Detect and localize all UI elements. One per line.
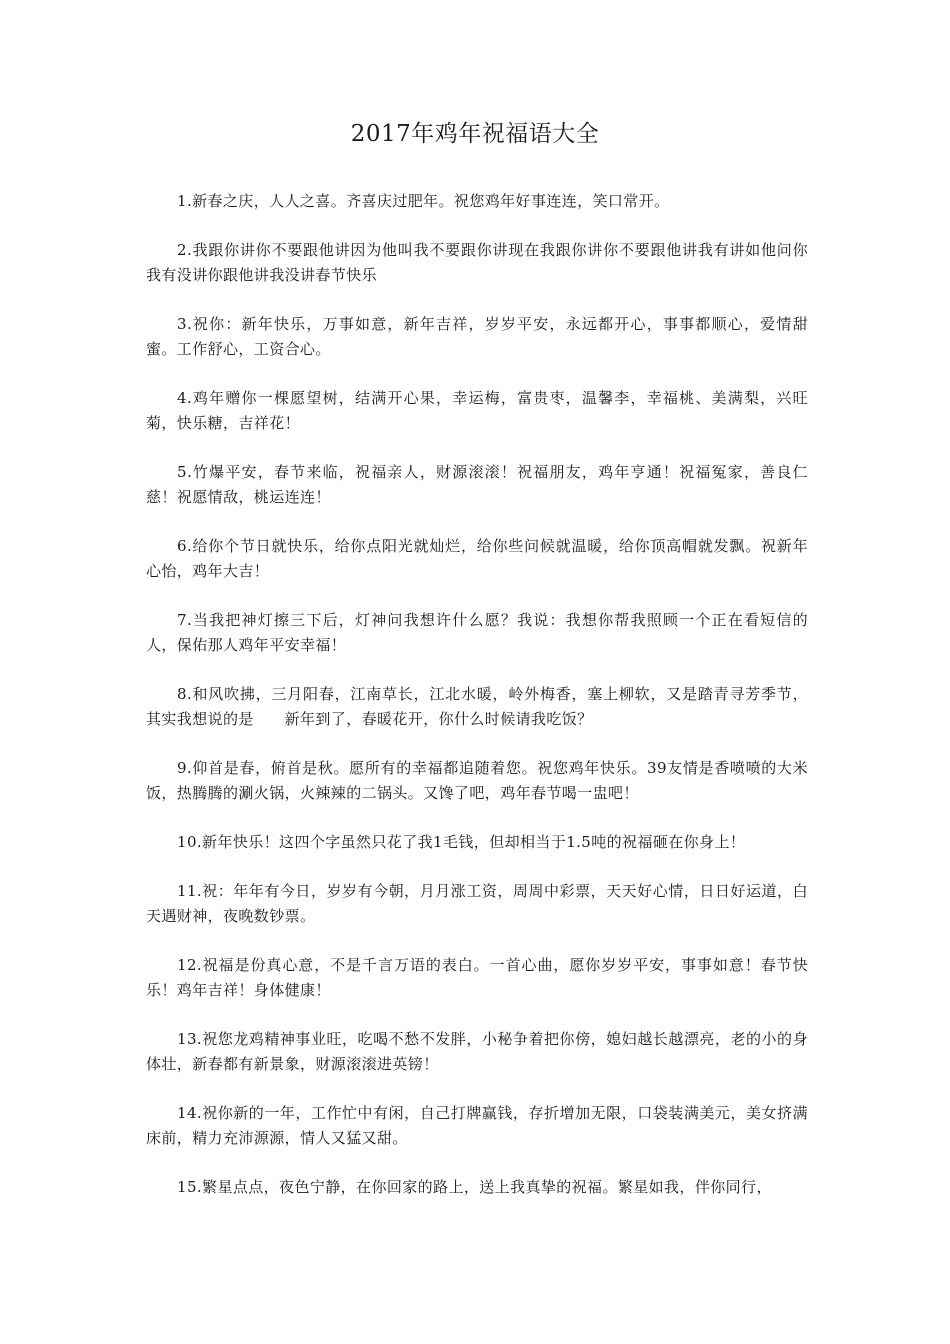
- greeting-paragraph: 8.和风吹拂，三月阳春，江南草长，江北水暖，岭外梅香，塞上柳软，又是踏青寻芳季节，其实我想说的是 新年到了，春暖花开，你什么时候请我吃饭？: [146, 685, 808, 728]
- greeting-paragraph: 11.祝：年年有今日，岁岁有今朝，月月涨工资，周周中彩票，天天好心情，日日好运道，白天遇财神，夜晚数钞票。: [146, 882, 808, 925]
- greeting-paragraph: 14.祝你新的一年，工作忙中有闲，自己打牌赢钱，存折增加无限，口袋装满美元，美女挤满床前，精力充沛源源，情人又猛又甜。: [146, 1104, 808, 1147]
- document-body: [146, 189, 808, 1224]
- greeting-paragraph: 13.祝您龙鸡精神事业旺，吃喝不愁不发胖，小秘争着把你傍，媳妇越长越漂亮，老的小的身体壮，新春都有新景象，财源滚滚进英镑！: [146, 1030, 808, 1073]
- greeting-paragraph: 12.祝福是份真心意，不是千言万语的表白。一首心曲，愿你岁岁平安，事事如意！春节快乐！鸡年吉祥！身体健康！: [146, 956, 808, 999]
- greeting-paragraph: 2.我跟你讲你不要跟他讲因为他叫我不要跟你讲现在我跟你讲你不要跟他讲我有讲如他问你我有没讲你跟他讲我没讲春节快乐: [146, 241, 808, 284]
- greeting-paragraph: 5.竹爆平安，春节来临，祝福亲人，财源滚滚！祝福朋友，鸡年亨通！祝福冤家，善良仁慈！祝愿情敌，桃运连连！: [146, 463, 808, 506]
- greeting-paragraph: 6.给你个节日就快乐，给你点阳光就灿烂，给你些问候就温暖，给你顶高帽就发飘。祝新年心怡，鸡年大吉！: [146, 537, 808, 580]
- greeting-paragraph: 10.新年快乐！这四个字虽然只花了我1毛钱，但却相当于1.5吨的祝福砸在你身上！: [177, 833, 746, 851]
- greeting-paragraph: 9.仰首是春，俯首是秋。愿所有的幸福都追随着您。祝您鸡年快乐。39友情是香喷喷的大米饭，热腾腾的涮火锅，火辣辣的二锅头。又馋了吧，鸡年春节喝一盅吧！: [146, 759, 808, 802]
- greeting-paragraph: 15.繁星点点，夜色宁静，在你回家的路上，送上我真挚的祝福。繁星如我，伴你同行，: [177, 1178, 772, 1196]
- document-title: 2017年鸡年祝福语大全: [350, 121, 600, 147]
- greeting-paragraph: 7.当我把神灯擦三下后，灯神问我想许什么愿？我说：我想你帮我照顾一个正在看短信的人，保佑那人鸡年平安幸福！: [146, 611, 808, 654]
- greeting-paragraph: 4.鸡年赠你一棵愿望树，结满开心果，幸运梅，富贵枣，温馨李，幸福桃、美满梨，兴旺菊，快乐糖，吉祥花！: [146, 389, 808, 432]
- greeting-paragraph: 1.新春之庆，人人之喜。齐喜庆过肥年。祝您鸡年好事连连，笑口常开。: [177, 192, 670, 210]
- greeting-paragraph: 3.祝你：新年快乐，万事如意，新年吉祥，岁岁平安，永远都开心，事事都顺心，爱情甜蜜。工作舒心，工资合心。: [146, 315, 808, 358]
